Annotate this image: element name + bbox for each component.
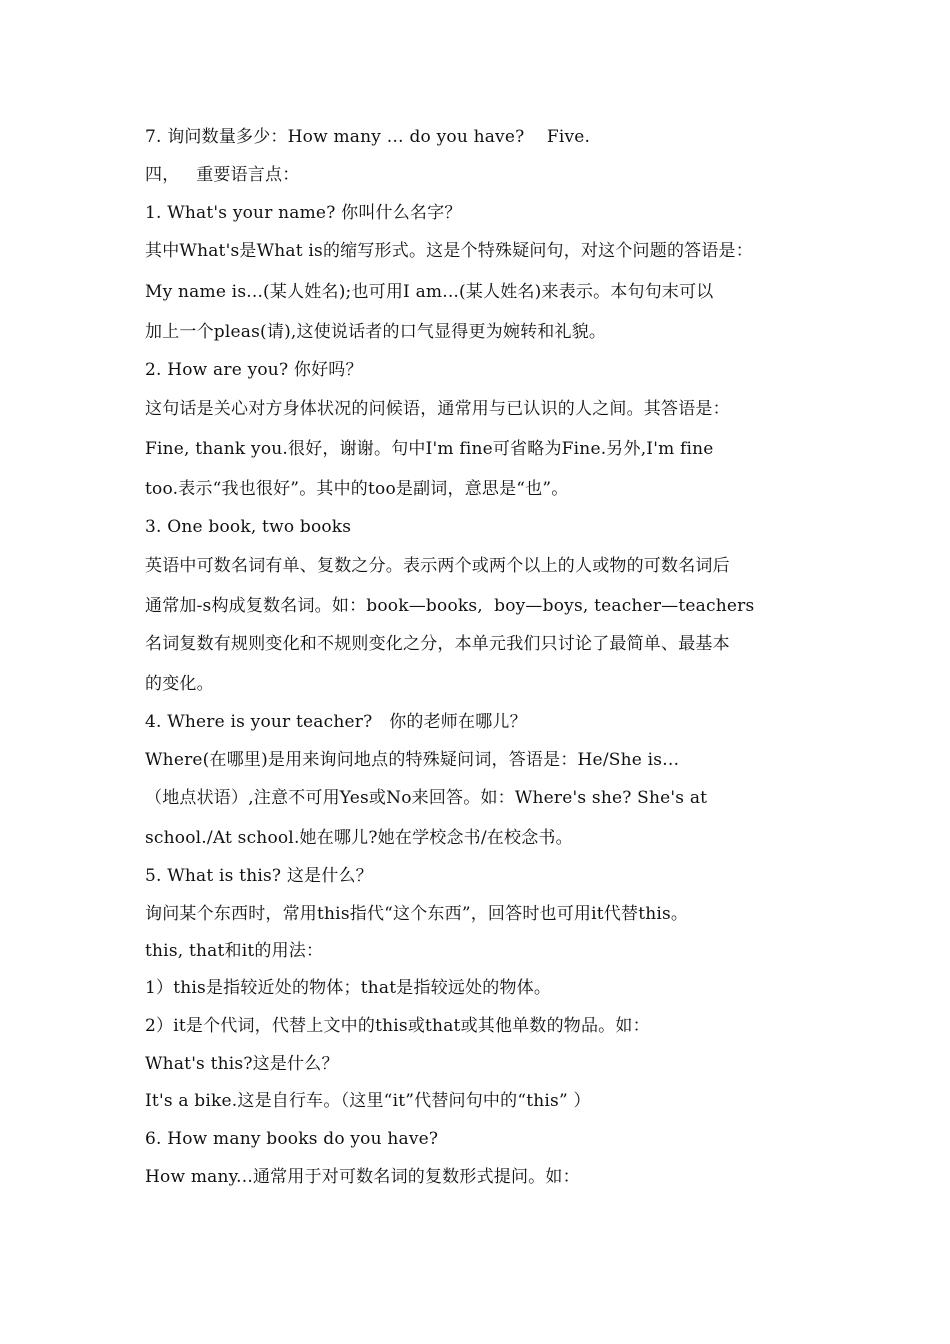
point-heading: 4. Where is your teacher? 你的老师在哪儿？ — [145, 712, 527, 732]
text-line: this, that和it的用法： — [145, 941, 324, 961]
text-line: 这句话是关心对方身体状况的问候语，通常用与已认识的人之间。其答语是： — [145, 399, 730, 419]
text-line: 其中What's是What is的缩写形式。这是个特殊疑问句，对这个问题的答语是： — [145, 241, 753, 261]
text-line: Where(在哪里)是用来询问地点的特殊疑问词，答语是：He/She is… — [145, 750, 680, 770]
text-line: 通常加-s构成复数名词。如：book—books, boy—boys, teacher—teachers — [145, 596, 755, 616]
text-line: school./At school.她在哪儿?她在学校念书/在校念书。 — [145, 828, 573, 848]
text-line: 加上一个pleas(请),这使说话者的口气显得更为婉转和礼貌。 — [145, 322, 607, 342]
text-line: 2）it是个代词，代替上文中的this或that或其他单数的物品。如： — [145, 1016, 650, 1036]
section-heading: 四， 重要语言点： — [145, 165, 300, 185]
text-line: 7. 询问数量多少：How many … do you have? Five. — [145, 127, 591, 147]
text-line: How many...通常用于对可数名词的复数形式提问。如： — [145, 1167, 580, 1187]
text-line: 询问某个东西时，常用this指代“这个东西”，回答时也可用it代替this。 — [145, 904, 689, 924]
point-heading: 1. What's your name? 你叫什么名字？ — [145, 203, 462, 223]
text-line: too.表示“我也很好”。其中的too是副词，意思是“也”。 — [145, 479, 569, 499]
point-heading: 6. How many books do you have? — [145, 1129, 439, 1149]
text-line: Fine, thank you.很好，谢谢。句中I'm fine可省略为Fine.另外,I'm fine — [145, 439, 714, 459]
text-line: What's this?这是什么？ — [145, 1054, 339, 1074]
text-line: 的变化。 — [145, 674, 214, 694]
point-heading: 3. One book, two books — [145, 517, 352, 537]
text-line: 英语中可数名词有单、复数之分。表示两个或两个以上的人或物的可数名词后 — [145, 556, 730, 576]
point-heading: 5. What is this? 这是什么？ — [145, 866, 373, 886]
text-line: 名词复数有规则变化和不规则变化之分，本单元我们只讨论了最简单、最基本 — [145, 634, 730, 654]
text-line: My name is...(某人姓名);也可用I am...(某人姓名)来表示。本句句末可以 — [145, 282, 714, 302]
text-line: （地点状语）,注意不可用Yes或No来回答。如：Where's she? She's at — [145, 788, 708, 808]
text-line: 1）this是指较近处的物体；that是指较远处的物体。 — [145, 978, 552, 998]
point-heading: 2. How are you? 你好吗？ — [145, 360, 363, 380]
text-line: It's a bike.这是自行车。（这里“it”代替问句中的“this” ） — [145, 1091, 591, 1111]
